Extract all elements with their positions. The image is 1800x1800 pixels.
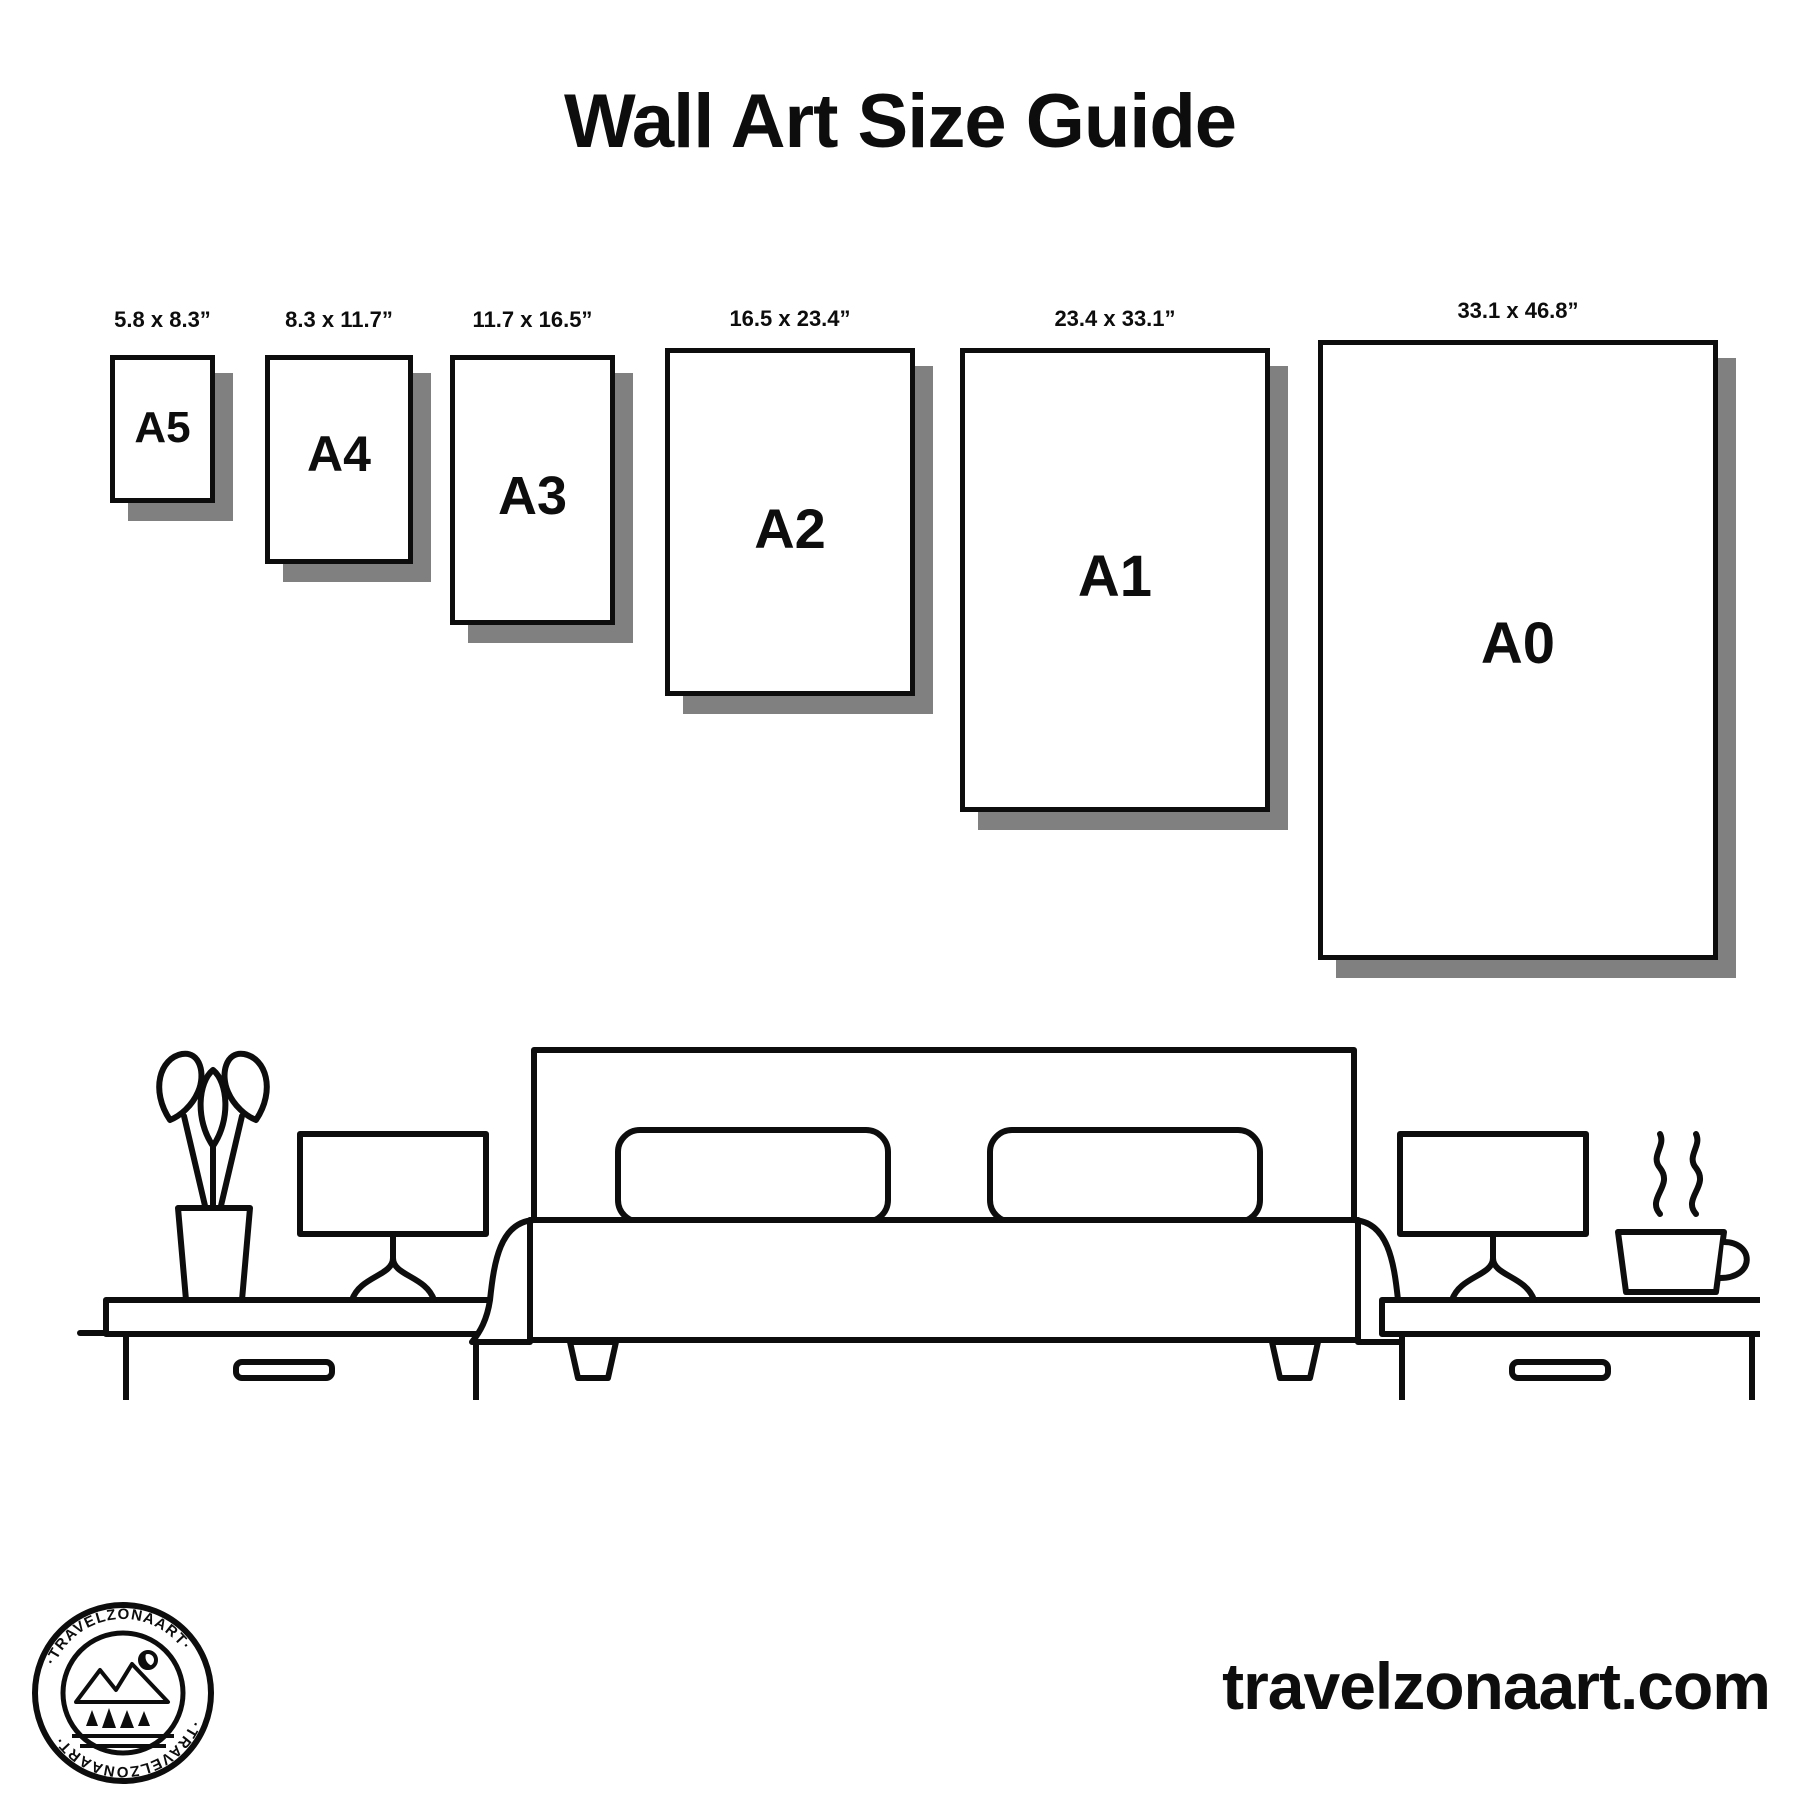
left-nightstand-icon <box>106 1300 496 1400</box>
poster-a1-label: A1 <box>1077 544 1153 609</box>
poster-a4-dimensions: 8.3 x 11.7” <box>285 307 393 332</box>
poster-a2-dimensions: 16.5 x 23.4” <box>729 306 851 331</box>
right-table-lamp-icon <box>1400 1134 1586 1300</box>
poster-a5-dimensions: 5.8 x 8.3” <box>114 307 211 332</box>
bedroom-furniture-scene <box>60 970 1760 1400</box>
left-table-lamp-icon <box>300 1134 486 1300</box>
website-url: travelzonaart.com <box>1222 1649 1770 1723</box>
poster-a2-label: A2 <box>754 497 826 560</box>
plant-vase-icon <box>159 1054 267 1300</box>
poster-a0-dimensions: 33.1 x 46.8” <box>1457 298 1579 323</box>
poster-a5 <box>110 307 215 503</box>
poster-a5-label: A5 <box>134 403 191 452</box>
logo-brand-top: ·TRAVELZONAART· <box>42 1605 195 1668</box>
poster-a4-label: A4 <box>307 426 371 482</box>
poster-a1-dimensions: 23.4 x 33.1” <box>1054 306 1176 331</box>
poster-a3 <box>450 307 615 625</box>
logo-mountain-icon <box>72 1652 174 1746</box>
poster-a3-dimensions: 11.7 x 16.5” <box>472 307 593 332</box>
bed-icon <box>472 1050 1416 1378</box>
poster-a0 <box>1318 298 1718 960</box>
poster-a1 <box>960 306 1270 812</box>
poster-a0-label: A0 <box>1480 611 1556 676</box>
logo-brand-bottom: ·TRAVELZONAART· <box>51 1718 204 1781</box>
poster-a2 <box>665 306 915 696</box>
page-title: Wall Art Size Guide <box>563 79 1237 164</box>
coffee-cup-icon <box>1618 1134 1747 1292</box>
right-nightstand-icon <box>1382 1300 1760 1400</box>
brand-logo <box>28 1598 218 1788</box>
poster-a3-label: A3 <box>497 466 568 526</box>
poster-a4 <box>265 307 413 564</box>
